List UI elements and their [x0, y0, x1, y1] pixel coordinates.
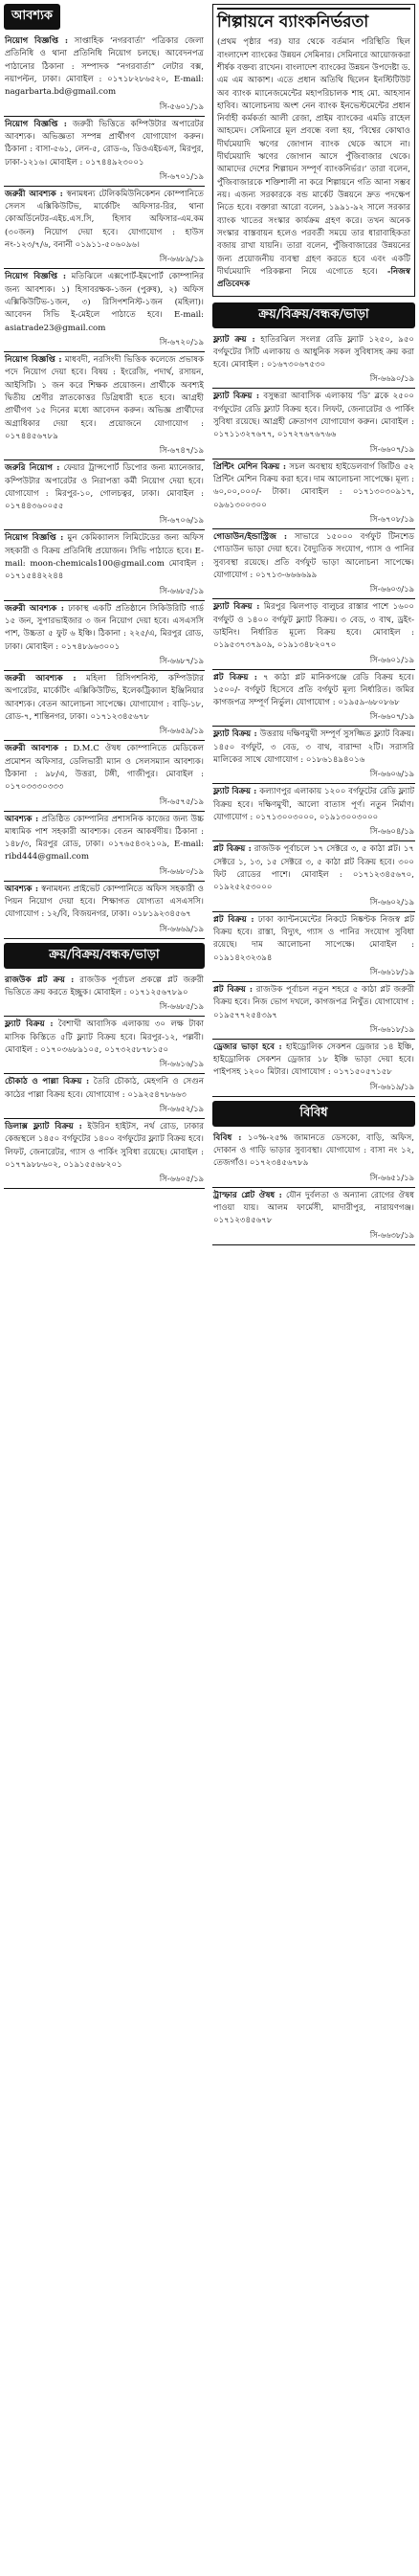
ad-body: রাজউক পূর্বাচলে ১৭ সেক্টরে ৩, ৫ কাঠা প্লট। ১৭ সেক্টরে ১, ১৩, ১৫ সেক্টরে ৩, ৫ কাঠা প্লট বিক্রয় হবে। ৩০০ ফিট রোডের পাশে। মোবাইল : ০১৭১২৩৪৫৬৭০, ০১৯২৫২৫৩০০০: [213, 844, 414, 893]
classified-ad: [4, 601, 205, 671]
ad-lead: নিয়োগ বিজ্ঞপ্তি :: [5, 119, 67, 129]
ad-lead: প্লট বিক্রয় :: [213, 914, 254, 925]
ad-body: স্বনামধন্য প্রাইভেট কোম্পানিতে অফিস সহকারী ও পিয়ন নিয়োগ দেয়া হবে। শিক্ষাগত যোগ্যতা এসএসসি। যোগাযোগ : ১২/বি, বিজয়নগর, ঢাকা। ০১৮১৯২৩৪৫৬৭: [5, 884, 204, 920]
ad-lead: জরুরী আবশ্যক :: [5, 674, 77, 683]
classified-ad: [4, 1017, 205, 1074]
ad-reference: সি-৬৬০১/১৯: [369, 654, 414, 664]
ad-lead: ফ্ল্যাট বিক্রয় :: [213, 392, 260, 402]
ad-body: বসুন্ধরা আবাসিক এলাকায় ‘ডি’ ব্লকে ২৫০০ বর্গফুটের রেডি ফ্ল্যাট বিক্রয় হবে। লিফট, জেনারেটর ও পার্কিং সুবিধা রয়েছে। আগ্রহী ক্রেতাগণ যোগাযোগ করুন। মোবাইল : ০১৭১১৩২৭৬৭৭, ০১৭২৭৬৭৬৭৬৬: [213, 392, 414, 440]
classified-ad: [212, 670, 415, 728]
ad-lead: ফ্ল্যাট বিক্রয় :: [213, 729, 257, 740]
classified-ad: [212, 1131, 415, 1188]
story-headline: শিল্পায়নে ব্যাংকনির্ভরতা: [217, 8, 410, 33]
ad-body: মতিঝিলে এক্সপোর্ট-ইমপোর্ট কোম্পানির জন্য আবশ্যক। ১) হিসাবরক্ষক-১জন (পুরুষ), ২) অফিস এক্সিকিউটিভ-১জন, ৩) রিসিপশনিস্ট-১জন (মহিলা)। আবেদন সিভি ই-মেইলে পাঠাতে হবে। E-mail: asiatrade23@gmail.com: [5, 272, 205, 333]
classified-ad: [212, 912, 415, 982]
classified-ad: [4, 460, 205, 530]
section-header-abosshok: আবশ্যক: [4, 4, 60, 30]
classified-ad: [212, 841, 415, 911]
classified-ad: [212, 599, 415, 669]
ad-list-kroy-bikroy: [4, 973, 205, 1190]
classified-ad: [4, 34, 205, 117]
ad-reference: সি-৬৬৫৯/১৯: [159, 726, 204, 736]
ad-body: ১০%-২৫% জামানতে ডেসকো, বাড়ি, অফিস, দোকান ও গাড়ি ভাড়ার সুব্যবস্থা। যোগাযোগ : বাসা নং ১২, তেজগাঁও। ০১৭২৩৪৫৬৭৮৯: [213, 1132, 414, 1169]
ad-lead: ট্রাস্ফার প্লেট ঔষধ :: [213, 1190, 282, 1200]
ad-reference: সি-৬৬১৬/১৯: [159, 1059, 204, 1069]
ad-reference: সি-৬৫৭৫/১৯: [159, 795, 204, 806]
left-column: [4, 4, 205, 1189]
ad-reference: সি-৬৬০৭/১৯: [369, 711, 414, 722]
ad-list-kroy-bikroy-right: [212, 332, 415, 1097]
section-header-kroy-bikroy: ক্রয়/বিক্রয়/বন্ধক/ভাড়া: [4, 943, 205, 969]
ad-body: তৈরি চৌকাঠ, মেহগনি ও সেগুন কাঠের পাল্লা বিক্রয় হবে। যোগাযোগ : ০১৯২৫৪৭৮৬৬৩: [5, 1077, 204, 1100]
classified-ad: [4, 671, 205, 741]
ad-body: সাভারে ১৫০০০ বর্গফুট টিনশেড গোডাউন ভাড়া দেয়া হবে। বৈদ্যুতিক সংযোগ, গ্যাস ও পানির সুব্যবস্থা রয়েছে। প্রতি বর্গফুট ভাড়া আলোচনা সাপেক্ষে। যোগাযোগ : ০১৭১৩-৬৬৬৬৯৯: [213, 531, 414, 580]
ad-reference: সি-৬৬৫১/১৯: [369, 1172, 414, 1182]
ad-lead: ফ্ল্যাট বিক্রয় :: [213, 602, 260, 613]
ad-reference: সি-৬৬০৫/১৯: [159, 1174, 204, 1184]
classified-ad: [212, 459, 415, 529]
ad-reference: সি-৬৭০১/১৯: [159, 170, 204, 181]
classified-ad: [4, 882, 205, 939]
ad-lead: বিবিধ :: [213, 1132, 242, 1143]
ad-reference: সি-৬৬০৭/১৯: [369, 443, 414, 454]
ad-body: ফেয়ার ট্রান্সপোর্ট ডিপোর জন্য ম্যানেজার, কম্পিউটার অপারেটর ও নিরাপত্তা কর্মী নিয়োগ দেয়া হবে। যোগাযোগ : মিরপুর-১০, গোলচত্বর, ঢাকা। মোবাইল : ০১৭৪৪৩৬০০৫৫: [5, 463, 204, 512]
ad-body: ৭ কাঠা প্লট মানিকগঞ্জে রেডি বিক্রয় হবে। ১৫০০/- বর্গফুট হিসেবে প্রতি বর্গফুট মূল্য নির্ধারিত। জমির কাগজপত্র সম্পূর্ণ নির্ভুল। যোগাযোগ : ০১৯৫৯-৬৮০৮৬৮: [213, 672, 414, 708]
ad-lead: ড্রেজার ভাড়া হবে :: [213, 1042, 282, 1052]
ad-reference: সি-৬৬৮০/১৯: [159, 865, 204, 876]
classified-ad: [212, 1188, 415, 1245]
ad-body: উত্তরায় দক্ষিণমুখী সম্পূর্ণ সুসজ্জিত ফ্ল্যাট বিক্রয়। ১৪৫০ বর্গফুট, ৩ বেড, ৩ বাথ, বারান্দা ২টি। সরাসরি মালিকের সাথে যোগাযোগ : ০১৮৬১৪৯৪০১৬: [213, 729, 415, 766]
ad-reference: সি-৬৬১৮/১৯: [369, 966, 414, 976]
ad-list-abosshok: [4, 34, 205, 939]
ad-lead: প্রিন্টিং মেশিন বিক্রয় :: [213, 461, 287, 472]
classified-ad: [4, 741, 205, 811]
ad-body: রাজউক পূর্বাচল প্রকল্পে প্লট জরুরী ভিত্তিতে ক্রয় করতে ইচ্ছুক। মোবাইল : ০১৭১২৫৬৭৮৯০: [5, 974, 205, 998]
ad-reference: সি-৬৬৫২/১৯: [159, 1103, 204, 1113]
story-body: [217, 36, 410, 291]
right-column: [212, 4, 415, 1245]
classified-ad: [4, 1119, 205, 1189]
ad-lead: নিয়োগ বিজ্ঞপ্তি :: [5, 533, 64, 544]
ad-reference: সি-৬৬০২/১৯: [369, 896, 414, 907]
ad-lead: ফ্ল্যাট ক্রয় :: [213, 334, 255, 345]
ad-lead: আবশ্যক :: [5, 814, 39, 824]
ad-lead: জরুরী আবশ্যক :: [5, 189, 63, 199]
classified-ad: [212, 529, 415, 599]
ad-reference: সি-৬৭৪৭/১৯: [159, 445, 204, 456]
ad-reference: সি-৬৬৬৯/১৯: [159, 923, 204, 933]
ad-lead: ফ্ল্যাট বিক্রয় :: [5, 1019, 54, 1030]
ad-body: বৈশাখী আবাসিক এলাকায় ৩০ লক্ষ টাকা মাসিক কিস্তিতে ৫টি ফ্ল্যাট বিক্রয় হবে। মিরপুর-১২, পল্লবী। মোবাইল : ০১৭০৩৬৮৯১০৫, ০১৭৩২৫৮৭৮১৫০: [5, 1019, 205, 1056]
ad-body: ইউরিন হাইটস, নর্থ রোড, ঢাকার কেন্দ্রস্থলে ১৪৫০ বর্গফুটের ১৪০০ বর্গফুটের ফ্ল্যাট বিক্রয় হবে। লিফট, জেনারেটর, গ্যাস ও পার্কিং সুবিধা রয়েছে। মোবাইল : ০১৭৭৯৮৮৬০২, ০১৯১৫৫৬৮২০১: [5, 1121, 204, 1170]
ad-lead: জরুরি নিয়োগ :: [5, 463, 60, 474]
story-text: (প্রথম পৃষ্ঠার পর) যার থেকে বর্তমান পরিস্থিতি ছিল বাংলাদেশ ব্যাংকের উন্নয়ন সেমিনার। সেমিনারে আয়োজকরা শীর্ষক বক্তব্য রাখেন। বাংলাদেশ ব্যাংকের উন্নয়ন উপদেষ্টা ড. এম এম আকাশ। এতে প্রধান অতিথি ছিলেন ইনস্টিটিউট অব ব্যাংক ম্যানেজমেন্টের মহাপরিচালক শাহ মো. আহসান হাবিব। আলোচনায় অংশ নেন ব্যাংক ইনভেস্টমেন্টের প্রধান নির্বাহী কর্মকর্তা আলী রেজা, প্রাইম ব্যাংকের এমডি রাহেল আহমেদ। সেমিনারে মূল প্রবন্ধে বলা হয়, ‘বিশ্বের কোথাও দীর্ঘমেয়াদি ঋণের জোগান ব্যাংক থেকে আসে না। দীর্ঘমেয়াদি ঋণের জোগান আসে পুঁজিবাজার থেকে। আমাদের দেশের শিল্পায়ন সম্পূর্ণ ব্যাংকনির্ভর।’ তারা বলেন, পুঁজিবাজারকে শক্তিশালী না করে শিল্পায়নে গতি আনা সম্ভব নয়। এজন্য সরকারকে বন্ড মার্কেট উন্নয়নে দ্রুত পদক্ষেপ নিতে হবে। বক্তারা আরো বলেন, ১৯৯১-৯২ সালে সরকার ব্যাংক খাতের সংস্কার কার্যক্রম গ্রহণ করে। তখন অনেক সংস্কার বাস্তবায়ন হলেও পরবর্তী সময়ে তার ধারাবাহিকতা বজায় রাখা যায়নি। তারা বলেন, পুঁজিবাজারের উন্নয়নের জন্য প্রয়োজনীয় ব্যবস্থা গ্রহণ করতে হবে এবং একটি দীর্ঘমেয়াদি পরিকল্পনা নিয়ে এগোতে হবে।: [217, 37, 410, 277]
ad-reference: সি-৬৬৮৫/১৯: [159, 585, 204, 595]
ad-body: মিরপুর ঝিলপাড় বালুচর রাস্তার পাশে ১৬০০ বর্গফুট ও ১৪০০ বর্গফুট ফ্ল্যাট বিক্রয়। ৩ বেড, ৩ বাথ, ড্রইং-ডাইনিং। নির্ধারিত মূল্যে বিক্রয় হবে। মোবাইল : ০১৯৫৩৭৩৭৯০৯, ০১৯১৩৪৮২০৭০: [213, 602, 414, 651]
ad-body: জরুরী ভিত্তিতে কম্পিউটার অপারেটর আবশ্যক। অভিজ্ঞতা সম্পন্ন প্রার্থীগণ যোগাযোগ করুন। ঠিকানা : বাসা-৫৬১, লেন-৫, রোড-৬, ডিওএইচএস, মিরপুর, ঢাকা-১২১৬। মোবাইল : ০১৭৪৪৯২৩০০১: [5, 119, 205, 168]
ad-lead: রাজউক প্লট ক্রয় :: [5, 974, 75, 985]
ad-reference: সি-৬৬৯০/১৯: [369, 373, 414, 384]
classified-ad: [4, 269, 205, 352]
ad-lead: প্লট বিক্রয় :: [213, 844, 252, 855]
ad-body: D.M.C ঔষধ কোম্পানিতে মেডিকেল প্রমোশন অফিসার, ডেলিভারী ম্যান ও সেলসম্যান আবশ্যক। ঠিকানা : ৯৮/এ, উত্তরা, টঙ্গী, গাজীপুর। মোবাইল : ০১৭০৩৩৩০৩৩৩: [5, 744, 204, 793]
news-story: [212, 4, 415, 297]
classified-ad: [212, 784, 415, 841]
ad-body: মুন কেমিক্যালস লিমিটেডের জন্য অফিস সহকারী ও বিক্রয় প্রতিনিধি প্রয়োজন। সিভি পাঠাতে হবে। E-mail: moon-chemicals100@gmail.com মোবাইল : ০১৭১৫৪৪২২৪৪: [5, 533, 204, 582]
ad-reference: সি-৬৬৩৮/১৯: [369, 1229, 414, 1240]
ad-body: ঢাকাস্থ একটি প্রতিষ্ঠানে সিকিউরিটি গার্ড ১৫ জন, সুপারভাইজার ৩ জন নিয়োগ দেয়া হবে। এসএসসি পাশ, উচ্চতা ৫ ফুট ৬ ইঞ্চি। ঠিকানা : ২২৫/এ, মিরপুর রোড, ঢাকা। মোবাইল : ০১৭৪৮৯৬৩০০১: [5, 603, 205, 652]
ad-body: যৌন দুর্বলতা ও অন্যান্য রোগের ঔষধ পাওয়া যায়। আলম ফার্মেসী, মাদারীপুর, নারায়ণগঞ্জ। ০১৭১২৩৪৫৬৭৮: [213, 1190, 415, 1226]
classified-ad: [4, 530, 205, 600]
ad-body: সচল অবস্থায় হাইডেলবার্গ জিটিও ৫২ প্রিন্টিং মেশিন বিক্রয় করা হবে। দাম আলোচনা সাপেক্ষে। মূল্য : ৬০,০০,০০০/- টাকা। মোবাইল : ০১৭১৩০৩০৯১৭, ০৯৬১৩০০৩০০: [213, 461, 414, 510]
ad-body: মাধবদী, নরসিংদী ভিত্তিক কলেজে প্রভাষক পদে নিয়োগ দেয়া হবে। বিষয় : ইংরেজি, পদার্থ, রসায়ন, আইসিটি। ১ জন করে শিক্ষক প্রয়োজন। প্রার্থীকে অবশ্যই দ্বিতীয় শ্রেণীর স্নাতকোত্তর ডিগ্রিধারী হতে হবে। আগ্রহী প্রার্থীগণ ১৫ দিনের মধ্যে আবেদন করুন। অভিজ্ঞ প্রার্থীদের অগ্রাধিকার দেয়া হবে। প্রয়োজনে যোগাযোগ : ০১৭৪৪৫৬৭৮৯: [5, 355, 204, 441]
ad-lead: নিয়োগ বিজ্ঞপ্তি :: [5, 355, 62, 365]
ad-lead: ডিলাক্স ফ্ল্যাট বিক্রয় :: [5, 1121, 82, 1131]
classified-ad: [4, 812, 205, 882]
section-header-kroy-bikroy-right: ক্রয়/বিক্রয়/বন্ধক/ভাড়া: [212, 302, 415, 328]
ad-body: হাইড্রোলিক সেকশন ড্রেজার ১৪ ইঞ্চি, হাইড্রোলিক সেকশন ড্রেজার ১৮ ইঞ্চি ভাড়া দেয়া হবে। পাইপসহ ১২০০ মিটার। যোগাযোগ : ০১৭১৫০৫৭১৫৮: [213, 1042, 415, 1078]
classified-ad: [4, 352, 205, 460]
classified-ad: [4, 973, 205, 1018]
ad-lead: চৌকাঠ ও পাল্লা বিক্রয় :: [5, 1077, 90, 1087]
classified-ad: [212, 389, 415, 459]
classified-ad: [4, 1074, 205, 1119]
ad-body: প্রতিষ্ঠিত কোম্পানির প্রশাসনিক কাজের জন্য উচ্চ মাধ্যমিক পাশ সহকারী আবশ্যক। বেতন আকর্ষণীয়। ঠিকানা : ১৪৮/৩, মিরপুর রোড, ঢাকা। ০১৭৬৫৪৩২১০৯, E-mail: ribd444@gmail.com: [5, 814, 205, 862]
classified-ad: [212, 982, 415, 1040]
ad-reference: সি-৬৬০৩/১৯: [369, 584, 414, 594]
ad-reference: সি-৬৭০৬/১৯: [159, 515, 204, 526]
ad-reference: সি-৬৬৮৯/১৯: [159, 254, 204, 264]
ad-body: স্বনামধন্য টেলিকমিউনিকেশন কোম্পানিতে সেলস এক্সিকিউটিভ, মার্কেটিং অফিসার-রির, থানা কোঅর্ডিনেটর-এইচ.এস.সি, হিসাব অফিসার-এম.কম (৩০জন) নিয়োগ দেয়া হবে। যোগাযোগ : হাউস নং-১২৩/৭/৬, বনানী ০১৯১১-৫০৬০৯৬।: [5, 189, 204, 251]
ad-lead: নিয়োগ বিজ্ঞপ্তি :: [5, 36, 69, 46]
ad-reference: সি-৫৬০১/১৯: [159, 101, 204, 111]
ad-body: মহিলা রিসিপশনিস্ট, কম্পিউটার অপারেটর, মার্কেটিং এক্সিকিউটিভ, ইলেকট্রিক্যাল ইঞ্জিনিয়ার আবশ্যক। বেতন আলোচনা সাপেক্ষে। যোগাযোগ : বাড়ি-১৮, রোড-৭, শান্তিনগর, ঢাকা। ০১৭১২৩৪৫৬৭৮: [5, 674, 204, 722]
ad-lead: আবশ্যক :: [5, 884, 38, 894]
ad-reference: সি-৬৬০৪/১৯: [369, 826, 414, 837]
ad-lead: প্লট বিক্রয় :: [213, 984, 254, 995]
ad-reference: সি-৬৭০৮/১৯: [369, 513, 414, 524]
ad-reference: সি-৬৬৮৭/১৯: [159, 655, 204, 665]
ad-lead: ফ্ল্যাট বিক্রয় :: [213, 787, 257, 797]
story-byline: -নিজস্ব প্রতিবেদক: [217, 266, 410, 290]
ad-lead: জরুরী আবশ্যক :: [5, 603, 64, 614]
section-header-bibidh: বিবিধ: [212, 1101, 415, 1127]
classified-ad: [212, 727, 415, 784]
ad-body: রাজউক পূর্বাচল নতুন শহরে ৫ কাঠা প্লট জরুরী বিক্রয় হবে। নিজ ভোগ দখলে, কাগজপত্র নিখুঁত। যোগাযোগ : ০১৯৫৭৭২৫৪৩৯৭: [213, 984, 415, 1020]
ad-lead: গোডাউন/ইন্ডাস্ট্রিজ :: [213, 531, 288, 542]
ad-body: ঢাকা ক্যান্টনমেন্টের নিকটে নিষ্কণ্টক নিজস্ব প্লট বিক্রয় হবে। রাস্তা, বিদ্যুৎ, গ্যাস ও পানির সংযোগ সুবিধা রয়েছে। দাম আলোচনা সাপেক্ষে। মোবাইল : ০১৯১৪২৩২৩৯৪: [213, 914, 414, 963]
ad-reference: সি-৬৭২০/১৯: [159, 336, 204, 347]
classified-ad: [4, 187, 205, 270]
ad-body: কল্যাণপুর এলাকায় ১২০০ বর্গফুটের রেডি ফ্ল্যাট বিক্রয় হবে। দক্ষিণমুখী, আলো বাতাস পূর্ণ। নতুন নির্মাণ। যোগাযোগ : ০১৭১৩০০৩০০০, ০১৯১৩০০৩০০০: [213, 787, 415, 823]
ad-reference: সি-৬৬০৬/১৯: [369, 769, 414, 779]
classified-ad: [212, 1040, 415, 1097]
ad-list-bibidh: [212, 1131, 415, 1245]
ad-reference: সি-৬৬১৯/১৯: [369, 1081, 414, 1091]
ad-lead: প্লট বিক্রয় :: [213, 672, 257, 683]
ad-lead: নিয়োগ বিজ্ঞপ্তি :: [5, 272, 67, 282]
ad-body: হাতিরঝিল সংলগ্ন রেডি ফ্ল্যাট ১২৫০, ৯৫০ বর্গফুটের সিটি এলাকায় ও আধুনিক সকল সুবিধাসহ ক্রয় করা হবে। মোবাইল : ০১৬৭৩০৬৭৫৩০: [213, 334, 414, 370]
classified-ad: [212, 332, 415, 390]
ad-lead: জরুরী আবশ্যক :: [5, 744, 68, 754]
ad-reference: সি-৬৬৮৫/১৯: [159, 1001, 204, 1012]
ad-reference: সি-৬৬১৮/১৯: [369, 1023, 414, 1034]
ad-body: সাপ্তাহিক ‘নগরবার্তা’ পত্রিকার জেলা প্রতিনিধি ও থানা প্রতিনিধি নিয়োগ চলছে। আবেদনপত্র পাঠানোর ঠিকানা : সম্পাদক “নগরবার্তা” লেটার বক্স, নয়াপল্টন, ঢাকা। মোবাইল : ০১৭১৮২৮৬৫২০, E-mail: nagarbarta.bd@gmail.com: [5, 36, 205, 98]
classified-ad: [4, 117, 205, 187]
